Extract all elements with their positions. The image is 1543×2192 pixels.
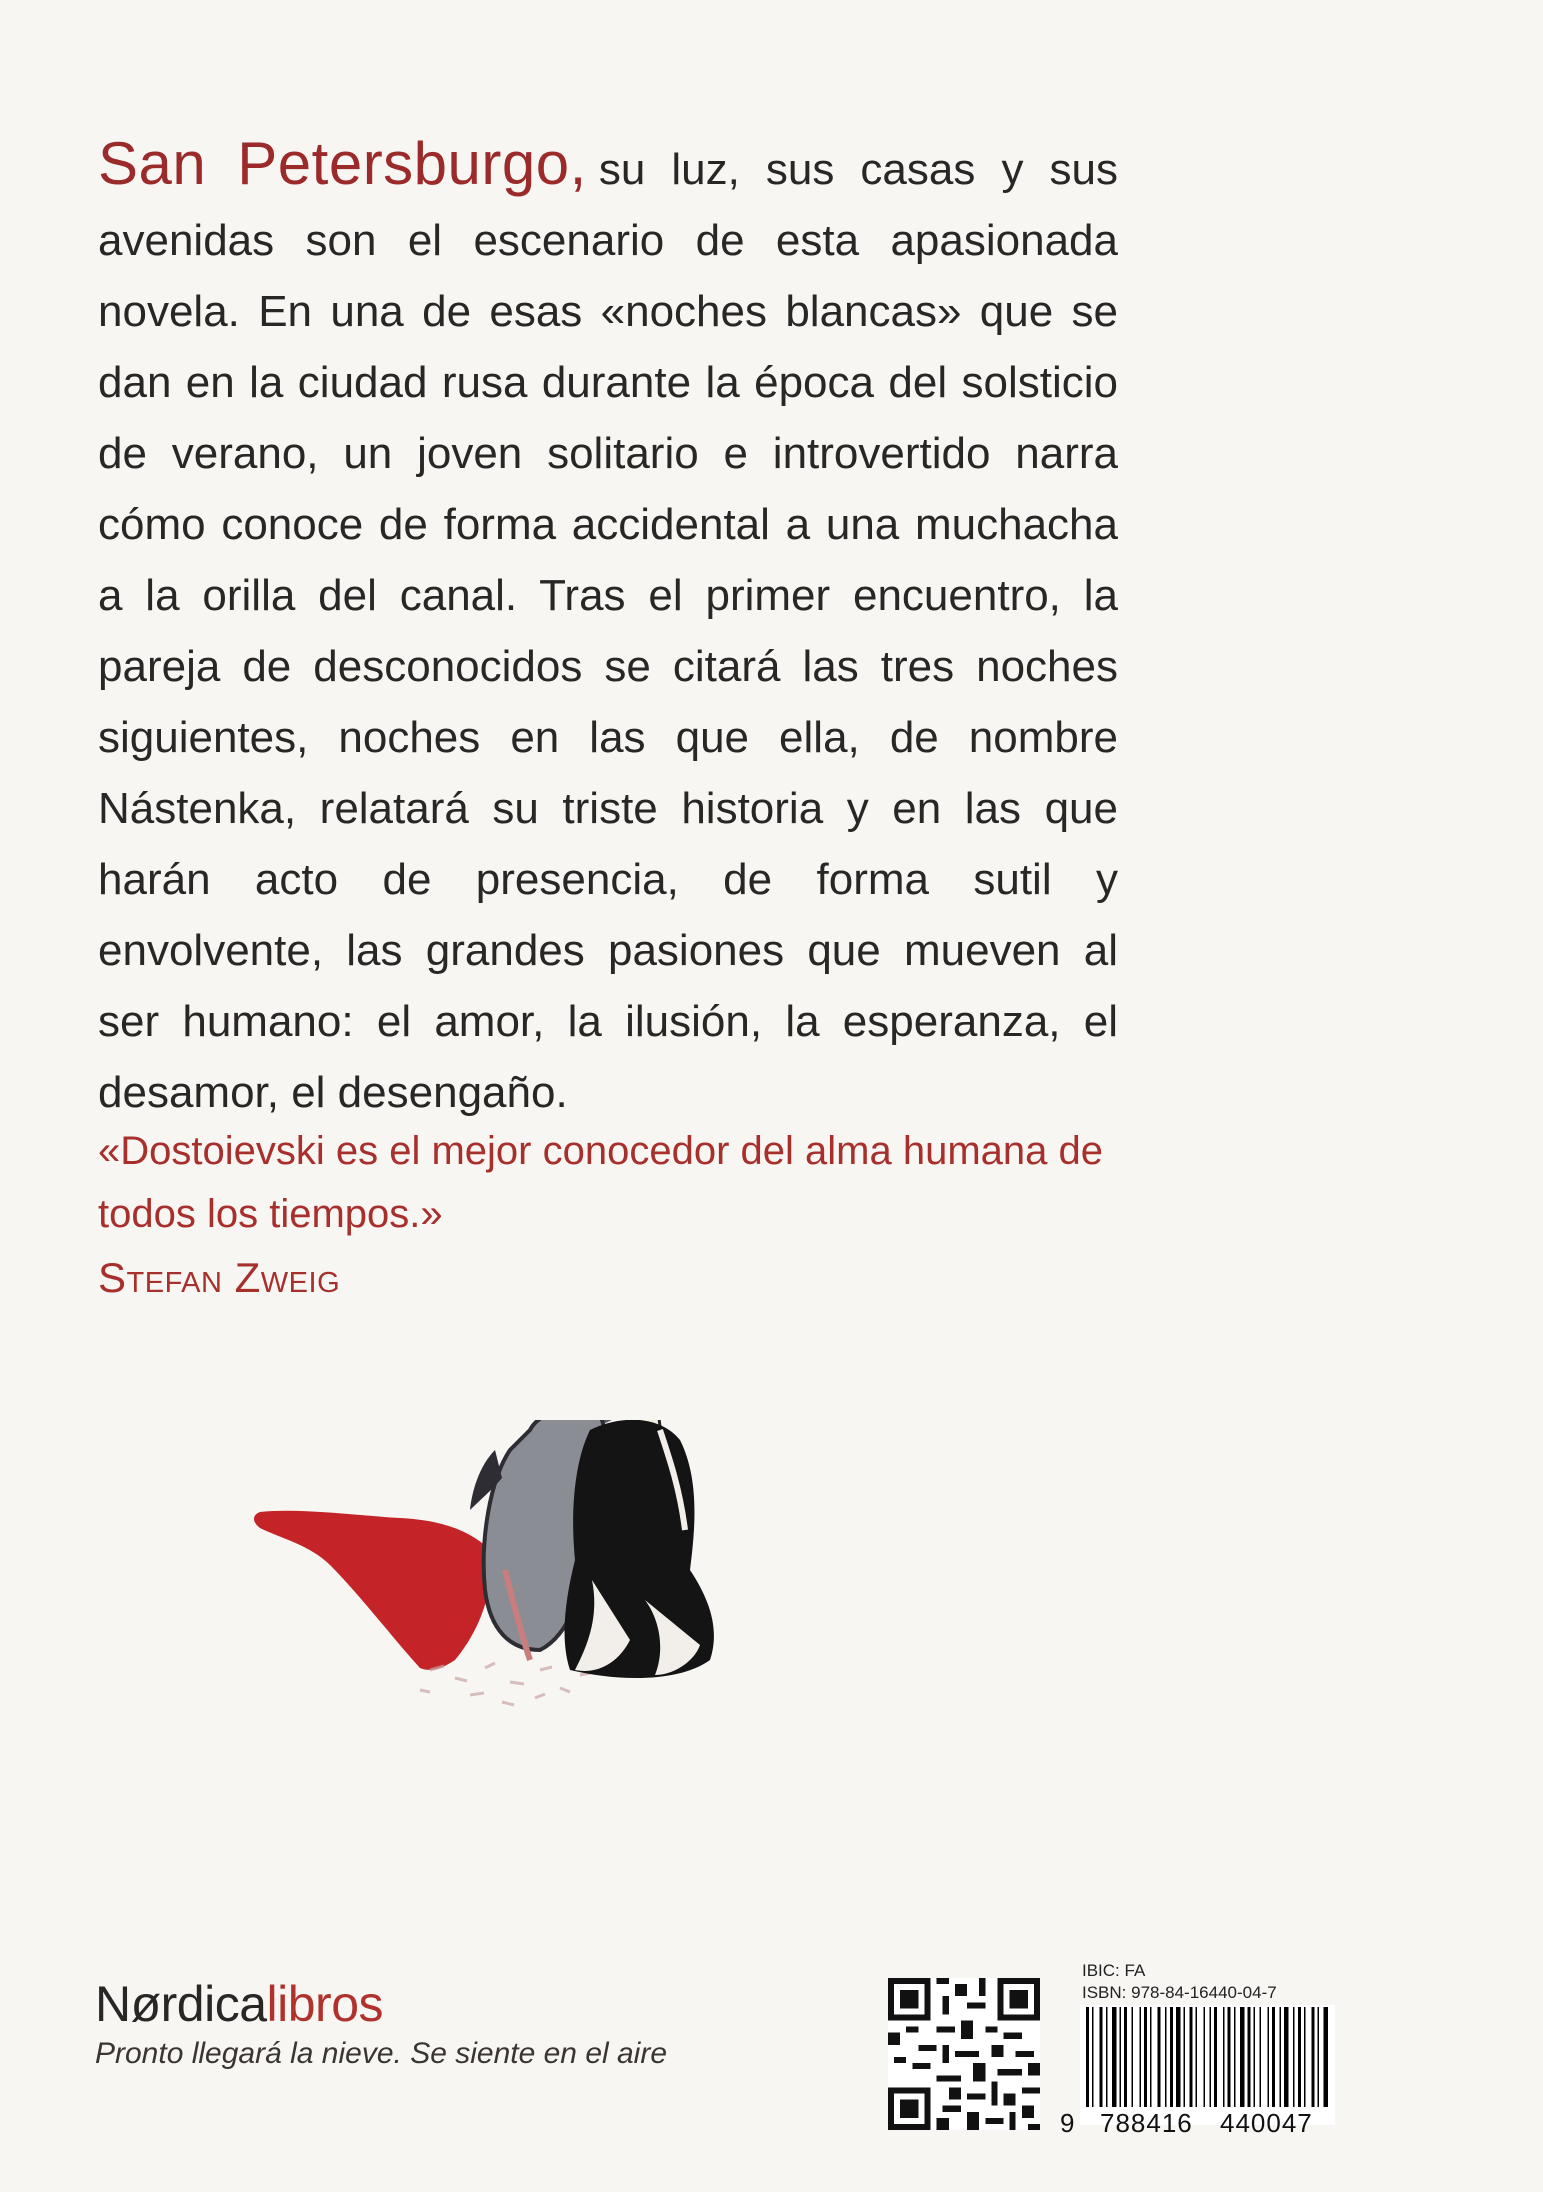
red-shadow: [254, 1511, 491, 1670]
barcode-digits-left: 788416: [1100, 2108, 1193, 2138]
barcode-bar: [1260, 2007, 1262, 2107]
barcode-bar: [1254, 2007, 1256, 2107]
publisher-tagline: Pronto llegará la nieve. Se siente en el aire: [95, 2037, 668, 2070]
barcode-bar: [1324, 2007, 1329, 2107]
barcode-bar: [1240, 2007, 1245, 2107]
barcode-bar: [1112, 2007, 1117, 2107]
barcode-bar: [1100, 2007, 1103, 2107]
woman-figure: [565, 1420, 714, 1678]
barcode-bar: [1214, 2007, 1217, 2107]
barcode-bar: [1106, 2007, 1108, 2107]
barcode-bar: [1124, 2007, 1127, 2107]
review-quote: [98, 1120, 1118, 1309]
barcode-bar: [1132, 2007, 1134, 2107]
publisher-logo: [95, 1975, 383, 2033]
quote-author: Stefan Zweig: [98, 1254, 341, 1301]
isbn-code: ISBN: 978-84-16440-04-7: [1082, 1983, 1277, 2002]
barcode-bar: [1092, 2007, 1094, 2107]
barcode-bar: [1150, 2007, 1152, 2107]
publisher-name-accent: libros: [266, 1976, 384, 2032]
barcode-bar: [1293, 2007, 1295, 2107]
barcode-bar: [1228, 2007, 1231, 2107]
publisher-name-main: Nørdica: [95, 1976, 267, 2032]
barcode-bar: [1304, 2007, 1306, 2107]
cobblestones: [420, 1663, 590, 1705]
barcode-bar: [1312, 2007, 1315, 2107]
barcode-bar: [1318, 2007, 1320, 2107]
barcode-bar: [1196, 2007, 1198, 2107]
blurb-lead-title: San Petersburgo,: [98, 130, 587, 197]
back-cover-blurb: [98, 128, 1118, 1128]
barcode-bar: [1280, 2007, 1282, 2107]
barcode-bar: [1248, 2007, 1251, 2107]
barcode-bar: [1209, 2007, 1211, 2107]
barcode-bar: [1165, 2007, 1167, 2107]
blurb-body-text: su luz, sus casas y sus avenidas son el escenario de esta apasionada novela. En una de esas «noches blancas» que se dan en la ciudad rusa durante la época del solsticio de verano, un joven solitario e introvertido narra cómo conoce de forma accidental a una muchacha a la orilla del canal. Tras el primer encuentro, la pareja de desconocidos se citará las tres noches siguientes, noches en las que ella, de nombre Nástenka, relatará su triste historia y en las que harán acto de presencia, de forma sutil y envolvente, las grandes pasiones que mueven al ser humano: el amor, la ilusión, la esperanza, el desamor, el desengaño.: [98, 145, 1118, 1117]
book-codes: [1082, 1960, 1332, 2004]
barcode-bar: [1267, 2007, 1269, 2107]
barcode-bar: [1203, 2007, 1205, 2107]
barcode-bar: [1272, 2007, 1275, 2107]
couple-illustration: [240, 1420, 860, 1980]
barcode-bar: [1190, 2007, 1193, 2107]
barcode-bar: [1170, 2007, 1173, 2107]
barcode: [1080, 2005, 1335, 2125]
barcode-bar: [1144, 2007, 1147, 2107]
qr-code: [888, 1978, 1040, 2130]
barcode-bar: [1223, 2007, 1225, 2107]
barcode-bar: [1120, 2007, 1122, 2107]
barcode-bar: [1086, 2007, 1089, 2107]
barcode-bar: [1234, 2007, 1236, 2107]
barcode-bar: [1176, 2007, 1181, 2107]
barcode-bar: [1158, 2007, 1161, 2107]
barcode-bar: [1139, 2007, 1141, 2107]
ibic-code: IBIC: FA: [1082, 1961, 1146, 1980]
barcode-bar: [1184, 2007, 1186, 2107]
barcode-bar: [1284, 2007, 1289, 2107]
barcode-digit-first: 9: [1060, 2108, 1076, 2138]
barcode-digits-right: 440047: [1220, 2108, 1313, 2138]
barcode-bar: [1298, 2007, 1301, 2107]
quote-text: «Dostoievski es el mejor conocedor del alma humana de todos los tiempos.»: [98, 1129, 1103, 1236]
